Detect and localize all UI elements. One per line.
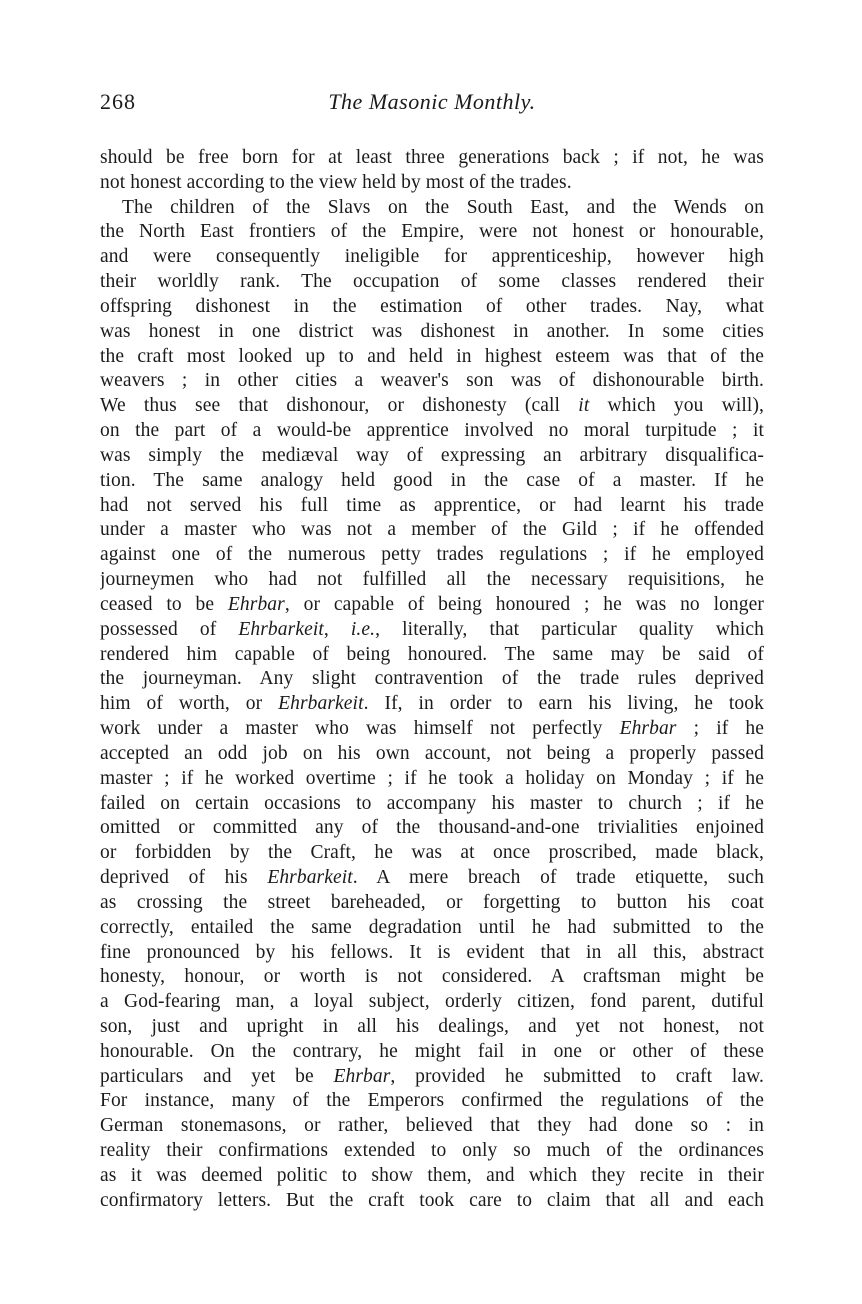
text-segment: the North East frontiers of the Empire, were not honest or honourable, bbox=[100, 221, 764, 243]
text-segment: honesty, honour, or worth is not considered. A craftsman might be bbox=[100, 966, 764, 988]
text-segment: on the part of a would-be apprentice involved no moral turpitude ; it bbox=[100, 420, 764, 442]
text-line bbox=[100, 767, 764, 792]
italic-term: Ehrbar bbox=[333, 1065, 391, 1087]
text-segment: ceased to be bbox=[100, 593, 228, 615]
text-segment: against one of the numerous petty trades regulations ; if he employed bbox=[100, 544, 764, 566]
text-segment: . If, in order to earn his living, he took bbox=[363, 693, 764, 715]
text-line bbox=[100, 345, 764, 370]
text-line bbox=[100, 518, 764, 543]
text-segment: as crossing the street bareheaded, or forgetting to button his coat bbox=[100, 891, 764, 913]
journal-title: The Masonic Monthly. bbox=[328, 89, 536, 114]
text-line bbox=[100, 146, 764, 171]
text-segment: German stonemasons, or rather, believed that they had done so : in bbox=[100, 1115, 764, 1137]
text-segment: him of worth, or bbox=[100, 693, 279, 715]
text-line bbox=[100, 742, 764, 767]
text-line bbox=[100, 369, 764, 394]
text-segment: , literally, that particular quality which bbox=[375, 618, 764, 640]
text-segment: work under a master who was himself not perfectly bbox=[100, 718, 620, 740]
text-segment: should be free born for at least three generations back ; if not, he was bbox=[100, 147, 764, 168]
text-segment: The children of the Slavs on the South East, and the Wends on bbox=[122, 196, 764, 218]
text-segment: ; if he bbox=[676, 718, 764, 740]
text-segment: which you will), bbox=[589, 395, 764, 417]
text-segment: , bbox=[323, 618, 351, 640]
text-line bbox=[100, 1089, 764, 1114]
text-segment: fine pronounced by his fellows. It is evident that in all this, abstract bbox=[100, 941, 764, 963]
text-line bbox=[100, 220, 764, 245]
running-head bbox=[100, 86, 764, 118]
text-line bbox=[100, 196, 764, 221]
text-line bbox=[100, 866, 764, 891]
text-segment: offspring dishonest in the estimation of other trades. Nay, what bbox=[100, 295, 764, 317]
text-line bbox=[100, 270, 764, 295]
text-line bbox=[100, 941, 764, 966]
text-segment: was honest in one district was dishonest in another. In some cities bbox=[100, 320, 764, 342]
text-segment: their worldly rank. The occupation of some classes rendered their bbox=[100, 271, 764, 293]
text-segment: possessed of bbox=[100, 618, 239, 640]
text-segment: a God-fearing man, a loyal subject, orderly citizen, fond parent, dutiful bbox=[100, 991, 764, 1013]
text-segment: correctly, entailed the same degradation until he had submitted to the bbox=[100, 916, 764, 938]
text-line bbox=[100, 245, 764, 270]
text-line bbox=[100, 1164, 764, 1189]
text-segment: For instance, many of the Emperors confirmed the regulations of the bbox=[100, 1090, 764, 1112]
italic-term: Ehrbarkeit bbox=[267, 867, 353, 889]
text-segment: confirmatory letters. But the craft took care to claim that all and each bbox=[100, 1189, 764, 1211]
text-segment: , or capable of being honoured ; he was no longer bbox=[284, 593, 764, 615]
text-line bbox=[100, 593, 764, 618]
italic-term: Ehrbarkeit bbox=[238, 618, 324, 640]
text-line bbox=[100, 568, 764, 593]
text-line bbox=[100, 891, 764, 916]
text-segment: , provided he submitted to craft law. bbox=[390, 1065, 764, 1087]
text-line bbox=[100, 717, 764, 742]
text-line bbox=[100, 1065, 764, 1090]
text-line bbox=[100, 1139, 764, 1164]
text-segment: was simply the mediæval way of expressing an arbitrary disqualifica- bbox=[100, 444, 764, 466]
text-line bbox=[100, 1114, 764, 1139]
text-line bbox=[100, 320, 764, 345]
text-segment: under a master who was not a member of the Gild ; if he offended bbox=[100, 519, 764, 541]
page-number: 268 bbox=[100, 89, 136, 114]
text-segment: omitted or committed any of the thousand-and-one trivialities enjoined bbox=[100, 817, 764, 839]
text-line bbox=[100, 792, 764, 817]
text-segment: the journeyman. Any slight contravention of the trade rules deprived bbox=[100, 668, 764, 690]
text-segment: tion. The same analogy held good in the case of a master. If he bbox=[100, 469, 764, 491]
text-line bbox=[100, 618, 764, 643]
italic-term: i.e. bbox=[350, 618, 376, 640]
text-segment: the craft most looked up to and held in highest esteem was that of the bbox=[100, 345, 764, 367]
text-segment: deprived of his bbox=[100, 867, 268, 889]
text-segment: failed on certain occasions to accompany his master to church ; if he bbox=[100, 792, 764, 814]
text-segment: master ; if he worked overtime ; if he took a holiday on Monday ; if he bbox=[100, 767, 764, 789]
text-segment: accepted an odd job on his own account, not being a properly passed bbox=[100, 742, 764, 764]
text-segment: or forbidden by the Craft, he was at once proscribed, made black, bbox=[100, 842, 764, 864]
text-segment: reality their confirmations extended to only so much of the ordinances bbox=[100, 1140, 764, 1162]
italic-term: Ehrbar bbox=[227, 593, 285, 615]
text-line bbox=[100, 916, 764, 941]
text-line bbox=[100, 469, 764, 494]
text-line bbox=[100, 816, 764, 841]
text-line bbox=[100, 692, 764, 717]
text-segment: journeymen who had not fulfilled all the necessary requisitions, he bbox=[100, 569, 764, 591]
text-line bbox=[100, 1189, 764, 1214]
text-line bbox=[100, 543, 764, 568]
text-segment: had not served his full time as apprentice, or had learnt his trade bbox=[100, 494, 764, 516]
text-segment: as it was deemed politic to show them, and which they recite in their bbox=[100, 1164, 764, 1186]
text-segment: weavers ; in other cities a weaver's son was of dishonourable birth. bbox=[100, 370, 764, 392]
text-line bbox=[100, 494, 764, 519]
text-segment: . A mere breach of trade etiquette, such bbox=[352, 867, 764, 889]
text-line bbox=[100, 1015, 764, 1040]
text-line bbox=[100, 965, 764, 990]
text-segment: and were consequently ineligible for apprenticeship, however high bbox=[100, 246, 764, 268]
text-line bbox=[100, 667, 764, 692]
text-segment: rendered him capable of being honoured. The same may be said of bbox=[100, 643, 764, 665]
text-segment: We thus see that dishonour, or dishonesty (call bbox=[100, 395, 579, 417]
text-line bbox=[100, 419, 764, 444]
italic-term: Ehrbarkeit bbox=[278, 693, 364, 715]
body-text bbox=[100, 146, 764, 1214]
text-line bbox=[100, 643, 764, 668]
text-line bbox=[100, 295, 764, 320]
italic-term: it bbox=[578, 395, 590, 417]
text-line bbox=[100, 841, 764, 866]
text-line bbox=[100, 1040, 764, 1065]
text-segment: son, just and upright in all his dealings, and yet not honest, not bbox=[100, 1015, 764, 1037]
text-line bbox=[100, 990, 764, 1015]
text-segment: particulars and yet be bbox=[100, 1065, 334, 1087]
text-line bbox=[100, 444, 764, 469]
text-line bbox=[100, 171, 764, 196]
italic-term: Ehrbar bbox=[619, 718, 677, 740]
text-segment: honourable. On the contrary, he might fail in one or other of these bbox=[100, 1040, 764, 1062]
text-line bbox=[100, 394, 764, 419]
text-segment: not honest according to the view held by most of the trades. bbox=[100, 171, 572, 193]
